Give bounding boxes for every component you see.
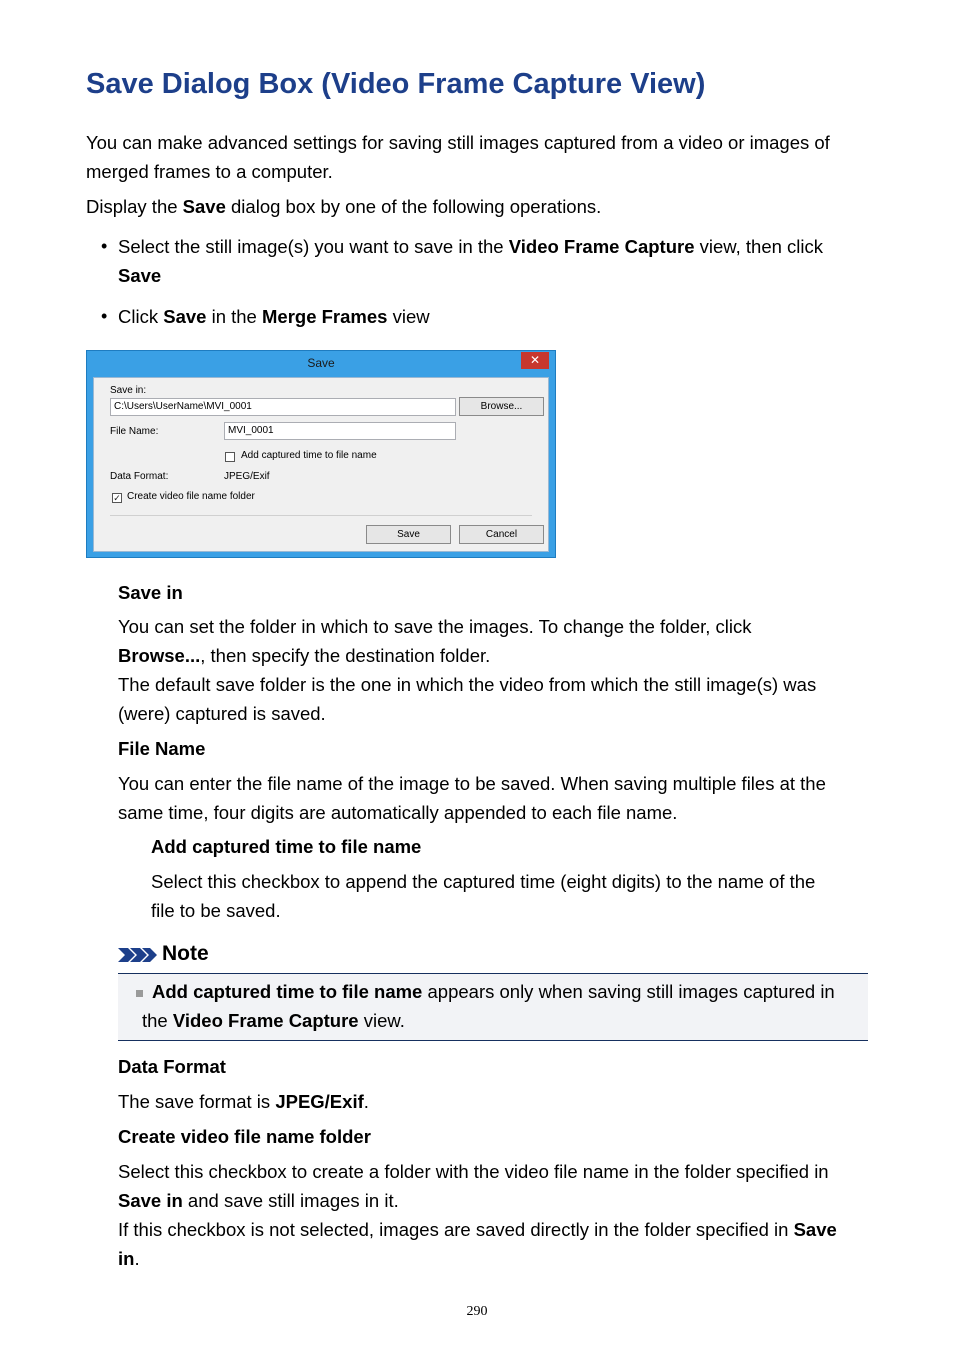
check-icon: ✓: [113, 493, 121, 503]
data-format-value: JPEG/Exif: [224, 471, 270, 482]
intro-line-1: You can make advanced settings for saving still images captured from a video or images of: [86, 132, 830, 153]
add-time-checkbox[interactable]: [225, 452, 235, 462]
file-name-field[interactable]: MVI_0001: [224, 422, 456, 440]
note-line-1: Add captured time to file name appears only when saving still images captured in: [152, 981, 835, 1002]
note-arrows-icon: [118, 945, 158, 965]
create-folder-checkbox[interactable]: [112, 493, 122, 503]
save-button[interactable]: Save: [366, 525, 451, 544]
bullet-item-1-cont: Save: [118, 265, 162, 286]
save-in-label: Save in:: [110, 385, 147, 396]
page-number: 290: [466, 1304, 488, 1319]
create-folder-desc-1: Select this checkbox to create a folder with the video file name in the folder specified in: [118, 1161, 829, 1182]
file-name-desc-1: You can enter the file name of the image to be saved. When saving multiple files at the: [118, 773, 826, 794]
bullet-item-2: Click Save in the Merge Frames view: [118, 306, 430, 327]
bullet-marker: •: [101, 306, 108, 326]
note-bullet-icon: [136, 990, 143, 997]
bullet-marker: •: [101, 236, 108, 256]
create-folder-desc-3: If this checkbox is not selected, images are saved directly in the folder specified in Save: [118, 1219, 837, 1240]
add-time-heading: Add captured time to file name: [151, 836, 422, 857]
save-in-field[interactable]: C:\Users\UserName\MVI_0001: [110, 398, 456, 416]
close-icon[interactable]: ✕: [521, 352, 549, 369]
dialog-body: [93, 377, 549, 552]
browse-button[interactable]: Browse...: [459, 397, 544, 416]
dialog-title: Save: [307, 356, 335, 370]
save-in-desc-2: Browse..., then specify the destination folder.: [118, 645, 491, 666]
data-format-heading: Data Format: [118, 1056, 226, 1077]
save-in-desc-1: You can set the folder in which to save the images. To change the folder, click: [118, 616, 752, 637]
bullet-item-1: Select the still image(s) you want to save in the Video Frame Capture view, then click: [118, 236, 824, 257]
cancel-button[interactable]: Cancel: [459, 525, 544, 544]
file-name-label: File Name:: [110, 426, 159, 437]
note-heading: Note: [162, 942, 209, 965]
display-instruction: Display the Save dialog box by one of the following operations.: [86, 196, 602, 217]
save-in-heading: Save in: [118, 582, 183, 603]
data-format-label: Data Format:: [110, 471, 169, 482]
data-format-desc: The save format is JPEG/Exif.: [118, 1091, 369, 1112]
dialog-divider: [110, 515, 532, 516]
file-name-desc-2: same time, four digits are automatically appended to each file name.: [118, 802, 678, 823]
add-time-label: Add captured time to file name: [241, 450, 377, 461]
add-time-desc-2: file to be saved.: [151, 900, 281, 921]
file-name-heading: File Name: [118, 738, 206, 759]
create-folder-desc-2: Save in and save still images in it.: [118, 1190, 399, 1211]
note-line-2: the Video Frame Capture view.: [142, 1010, 405, 1031]
create-folder-heading: Create video file name folder: [118, 1126, 371, 1147]
create-folder-label: Create video file name folder: [127, 491, 255, 502]
intro-line-2: merged frames to a computer.: [86, 161, 333, 182]
save-in-desc-3: The default save folder is the one in which the video from which the still image(s) was: [118, 674, 817, 695]
save-in-desc-4: (were) captured is saved.: [118, 703, 326, 724]
create-folder-desc-4: in.: [118, 1248, 140, 1269]
add-time-desc-1: Select this checkbox to append the captured time (eight digits) to the name of the: [151, 871, 816, 892]
page-title: Save Dialog Box (Video Frame Capture View): [86, 68, 706, 100]
save-dialog-screenshot: [86, 350, 556, 558]
